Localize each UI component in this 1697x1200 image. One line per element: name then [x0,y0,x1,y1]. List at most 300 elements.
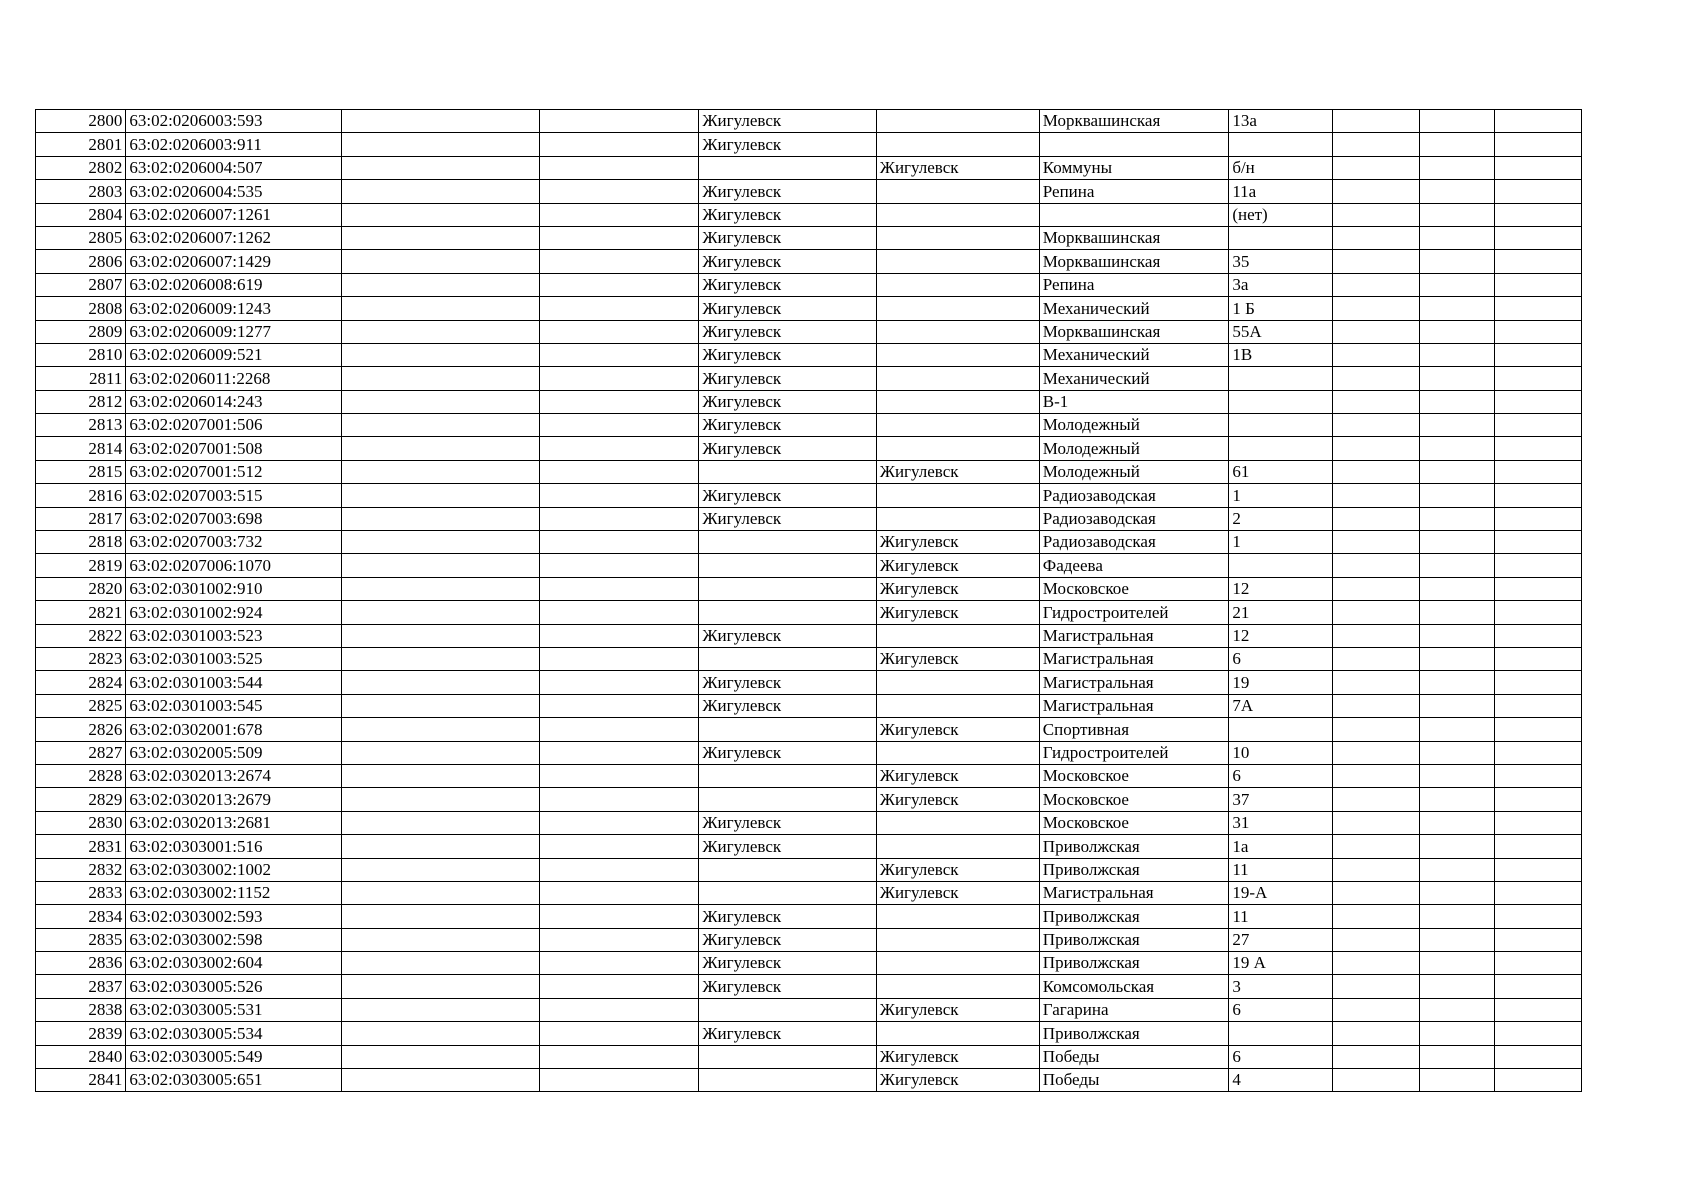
empty-cell-a [342,718,539,741]
extra-cell-b [1419,1022,1494,1045]
house-number-cell: 1 [1229,484,1333,507]
house-number-cell [1229,367,1333,390]
table-row [36,741,1582,764]
settlement-cell: Жигулевск [876,577,1039,600]
table-row [36,718,1582,741]
house-number-cell: 1 [1229,531,1333,554]
row-number-cell: 2811 [36,367,126,390]
empty-cell-a [342,952,539,975]
city-cell: Жигулевск [699,484,876,507]
empty-cell-b [539,343,699,366]
city-cell [699,1069,876,1092]
settlement-cell: Жигулевск [876,601,1039,624]
row-number-cell: 2827 [36,741,126,764]
cadastral-number-cell: 63:02:0206007:1429 [126,250,342,273]
row-number-cell: 2820 [36,577,126,600]
street-cell: Победы [1039,1069,1229,1092]
empty-cell-b [539,110,699,133]
empty-cell-a [342,343,539,366]
extra-cell-c [1494,694,1581,717]
extra-cell-c [1494,1069,1581,1092]
empty-cell-a [342,180,539,203]
house-number-cell [1229,133,1333,156]
table-row [36,320,1582,343]
cadastral-number-cell: 63:02:0302013:2674 [126,764,342,787]
house-number-cell: 11 [1229,858,1333,881]
extra-cell-b [1419,718,1494,741]
city-cell: Жигулевск [699,975,876,998]
city-cell [699,1045,876,1068]
extra-cell-a [1332,671,1419,694]
table-row [36,273,1582,296]
extra-cell-c [1494,297,1581,320]
street-cell: Комсомольская [1039,975,1229,998]
table-row [36,577,1582,600]
table-row [36,788,1582,811]
settlement-cell [876,905,1039,928]
settlement-cell [876,741,1039,764]
extra-cell-b [1419,437,1494,460]
city-cell: Жигулевск [699,320,876,343]
extra-cell-a [1332,577,1419,600]
street-cell: Приволжская [1039,835,1229,858]
row-number-cell: 2815 [36,460,126,483]
table-row [36,694,1582,717]
extra-cell-b [1419,180,1494,203]
house-number-cell: 1а [1229,835,1333,858]
cadastral-number-cell: 63:02:0302005:509 [126,741,342,764]
house-number-cell [1229,554,1333,577]
extra-cell-b [1419,624,1494,647]
empty-cell-a [342,647,539,670]
empty-cell-a [342,811,539,834]
table-row [36,858,1582,881]
house-number-cell: 6 [1229,647,1333,670]
table-row [36,671,1582,694]
extra-cell-a [1332,998,1419,1021]
extra-cell-c [1494,460,1581,483]
street-cell: Магистральная [1039,881,1229,904]
empty-cell-b [539,1022,699,1045]
row-number-cell: 2839 [36,1022,126,1045]
empty-cell-b [539,1045,699,1068]
city-cell: Жигулевск [699,811,876,834]
settlement-cell [876,133,1039,156]
table-row [36,952,1582,975]
empty-cell-a [342,881,539,904]
extra-cell-c [1494,133,1581,156]
table-row [36,1022,1582,1045]
cadastral-number-cell: 63:02:0206003:911 [126,133,342,156]
extra-cell-c [1494,507,1581,530]
extra-cell-a [1332,484,1419,507]
extra-cell-a [1332,811,1419,834]
extra-cell-a [1332,297,1419,320]
cadastral-number-cell: 63:02:0206011:2268 [126,367,342,390]
extra-cell-b [1419,998,1494,1021]
street-cell: Механический [1039,367,1229,390]
city-cell: Жигулевск [699,297,876,320]
cadastral-number-cell: 63:02:0207001:512 [126,460,342,483]
empty-cell-b [539,905,699,928]
extra-cell-c [1494,881,1581,904]
extra-cell-b [1419,905,1494,928]
empty-cell-a [342,531,539,554]
street-cell: Гидростроителей [1039,601,1229,624]
empty-cell-b [539,764,699,787]
house-number-cell: б/н [1229,156,1333,179]
city-cell: Жигулевск [699,343,876,366]
city-cell: Жигулевск [699,390,876,413]
cadastral-number-cell: 63:02:0207003:732 [126,531,342,554]
row-number-cell: 2800 [36,110,126,133]
empty-cell-a [342,788,539,811]
row-number-cell: 2814 [36,437,126,460]
extra-cell-a [1332,764,1419,787]
house-number-cell: 11 [1229,905,1333,928]
extra-cell-a [1332,250,1419,273]
settlement-cell: Жигулевск [876,647,1039,670]
settlement-cell: Жигулевск [876,881,1039,904]
empty-cell-b [539,858,699,881]
table-row [36,624,1582,647]
street-cell: Спортивная [1039,718,1229,741]
table-row [36,998,1582,1021]
cadastral-number-cell: 63:02:0206008:619 [126,273,342,296]
extra-cell-b [1419,952,1494,975]
street-cell: Молодежный [1039,437,1229,460]
street-cell: Приволжская [1039,1022,1229,1045]
table-row [36,647,1582,670]
settlement-cell: Жигулевск [876,156,1039,179]
extra-cell-a [1332,180,1419,203]
settlement-cell [876,110,1039,133]
table-row [36,110,1582,133]
street-cell: Приволжская [1039,928,1229,951]
row-number-cell: 2806 [36,250,126,273]
house-number-cell: 6 [1229,764,1333,787]
cadastral-number-cell: 63:02:0303001:516 [126,835,342,858]
empty-cell-a [342,320,539,343]
row-number-cell: 2830 [36,811,126,834]
street-cell: Московское [1039,764,1229,787]
empty-cell-a [342,835,539,858]
street-cell: Приволжская [1039,905,1229,928]
extra-cell-a [1332,694,1419,717]
row-number-cell: 2836 [36,952,126,975]
house-number-cell: 13а [1229,110,1333,133]
extra-cell-c [1494,437,1581,460]
extra-cell-b [1419,203,1494,226]
city-cell: Жигулевск [699,203,876,226]
table-row [36,250,1582,273]
house-number-cell: 2 [1229,507,1333,530]
row-number-cell: 2807 [36,273,126,296]
city-cell: Жигулевск [699,835,876,858]
row-number-cell: 2841 [36,1069,126,1092]
cadastral-number-cell: 63:02:0303002:1002 [126,858,342,881]
street-cell: Московское [1039,577,1229,600]
empty-cell-b [539,414,699,437]
settlement-cell [876,250,1039,273]
empty-cell-b [539,694,699,717]
settlement-cell [876,624,1039,647]
empty-cell-a [342,601,539,624]
empty-cell-a [342,414,539,437]
cadastral-number-cell: 63:02:0303005:526 [126,975,342,998]
house-number-cell: 12 [1229,577,1333,600]
row-number-cell: 2809 [36,320,126,343]
cadastral-number-cell: 63:02:0301003:544 [126,671,342,694]
empty-cell-b [539,367,699,390]
house-number-cell [1229,414,1333,437]
document-sheet [35,109,1582,1092]
house-number-cell: 6 [1229,1045,1333,1068]
row-number-cell: 2818 [36,531,126,554]
extra-cell-b [1419,226,1494,249]
extra-cell-c [1494,273,1581,296]
extra-cell-b [1419,647,1494,670]
street-cell: Морквашинская [1039,320,1229,343]
empty-cell-a [342,975,539,998]
empty-cell-a [342,905,539,928]
row-number-cell: 2823 [36,647,126,670]
empty-cell-b [539,577,699,600]
empty-cell-b [539,250,699,273]
cadastral-table [35,109,1582,1092]
extra-cell-c [1494,367,1581,390]
table-row [36,180,1582,203]
empty-cell-b [539,180,699,203]
city-cell: Жигулевск [699,250,876,273]
empty-cell-b [539,624,699,647]
extra-cell-b [1419,577,1494,600]
house-number-cell [1229,390,1333,413]
street-cell: Магистральная [1039,647,1229,670]
empty-cell-a [342,460,539,483]
extra-cell-a [1332,1022,1419,1045]
extra-cell-b [1419,273,1494,296]
settlement-cell [876,180,1039,203]
street-cell: Механический [1039,343,1229,366]
street-cell: Фадеева [1039,554,1229,577]
row-number-cell: 2808 [36,297,126,320]
house-number-cell [1229,718,1333,741]
empty-cell-a [342,507,539,530]
extra-cell-b [1419,297,1494,320]
extra-cell-a [1332,554,1419,577]
extra-cell-b [1419,741,1494,764]
extra-cell-a [1332,975,1419,998]
extra-cell-b [1419,531,1494,554]
street-cell: Московское [1039,811,1229,834]
row-number-cell: 2833 [36,881,126,904]
extra-cell-a [1332,952,1419,975]
extra-cell-c [1494,180,1581,203]
street-cell: Магистральная [1039,694,1229,717]
extra-cell-c [1494,1022,1581,1045]
extra-cell-c [1494,601,1581,624]
row-number-cell: 2803 [36,180,126,203]
extra-cell-a [1332,647,1419,670]
empty-cell-a [342,437,539,460]
row-number-cell: 2825 [36,694,126,717]
street-cell: Репина [1039,180,1229,203]
empty-cell-b [539,647,699,670]
empty-cell-b [539,671,699,694]
empty-cell-a [342,1022,539,1045]
extra-cell-a [1332,624,1419,647]
settlement-cell [876,811,1039,834]
settlement-cell: Жигулевск [876,858,1039,881]
empty-cell-a [342,624,539,647]
row-number-cell: 2813 [36,414,126,437]
cadastral-number-cell: 63:02:0301003:525 [126,647,342,670]
street-cell: Репина [1039,273,1229,296]
settlement-cell [876,273,1039,296]
settlement-cell: Жигулевск [876,460,1039,483]
extra-cell-a [1332,788,1419,811]
table-row [36,203,1582,226]
row-number-cell: 2835 [36,928,126,951]
row-number-cell: 2831 [36,835,126,858]
extra-cell-a [1332,835,1419,858]
table-row [36,133,1582,156]
extra-cell-b [1419,156,1494,179]
street-cell: Морквашинская [1039,110,1229,133]
row-number-cell: 2832 [36,858,126,881]
house-number-cell [1229,437,1333,460]
cadastral-number-cell: 63:02:0206009:1243 [126,297,342,320]
empty-cell-b [539,975,699,998]
house-number-cell: 7А [1229,694,1333,717]
table-row [36,437,1582,460]
row-number-cell: 2824 [36,671,126,694]
row-number-cell: 2822 [36,624,126,647]
city-cell [699,577,876,600]
table-row [36,343,1582,366]
extra-cell-b [1419,858,1494,881]
table-row [36,1045,1582,1068]
house-number-cell [1229,1022,1333,1045]
extra-cell-c [1494,952,1581,975]
extra-cell-b [1419,601,1494,624]
row-number-cell: 2812 [36,390,126,413]
cadastral-number-cell: 63:02:0206003:593 [126,110,342,133]
empty-cell-b [539,226,699,249]
extra-cell-b [1419,133,1494,156]
row-number-cell: 2801 [36,133,126,156]
house-number-cell: 31 [1229,811,1333,834]
empty-cell-a [342,250,539,273]
empty-cell-b [539,998,699,1021]
street-cell: Радиозаводская [1039,507,1229,530]
empty-cell-a [342,764,539,787]
settlement-cell [876,507,1039,530]
house-number-cell: (нет) [1229,203,1333,226]
extra-cell-c [1494,647,1581,670]
settlement-cell [876,835,1039,858]
cadastral-number-cell: 63:02:0303005:534 [126,1022,342,1045]
row-number-cell: 2828 [36,764,126,787]
table-row [36,601,1582,624]
city-cell: Жигулевск [699,928,876,951]
house-number-cell: 55А [1229,320,1333,343]
street-cell: Коммуны [1039,156,1229,179]
empty-cell-a [342,694,539,717]
empty-cell-b [539,811,699,834]
settlement-cell [876,414,1039,437]
empty-cell-a [342,156,539,179]
settlement-cell [876,203,1039,226]
extra-cell-a [1332,273,1419,296]
empty-cell-a [342,1069,539,1092]
table-row [36,1069,1582,1092]
row-number-cell: 2802 [36,156,126,179]
city-cell: Жигулевск [699,367,876,390]
extra-cell-c [1494,764,1581,787]
city-cell: Жигулевск [699,110,876,133]
extra-cell-a [1332,531,1419,554]
house-number-cell: 4 [1229,1069,1333,1092]
extra-cell-c [1494,1045,1581,1068]
extra-cell-c [1494,788,1581,811]
extra-cell-b [1419,1069,1494,1092]
cadastral-number-cell: 63:02:0206004:535 [126,180,342,203]
house-number-cell: 10 [1229,741,1333,764]
empty-cell-a [342,671,539,694]
extra-cell-c [1494,250,1581,273]
empty-cell-b [539,741,699,764]
row-number-cell: 2834 [36,905,126,928]
settlement-cell [876,484,1039,507]
table-row [36,554,1582,577]
extra-cell-b [1419,671,1494,694]
cadastral-number-cell: 63:02:0206007:1262 [126,226,342,249]
table-row [36,156,1582,179]
city-cell: Жигулевск [699,226,876,249]
table-body [36,110,1582,1092]
cadastral-number-cell: 63:02:0303002:593 [126,905,342,928]
city-cell: Жигулевск [699,273,876,296]
house-number-cell: 1В [1229,343,1333,366]
city-cell: Жигулевск [699,1022,876,1045]
house-number-cell: 21 [1229,601,1333,624]
extra-cell-a [1332,718,1419,741]
extra-cell-b [1419,835,1494,858]
extra-cell-a [1332,437,1419,460]
extra-cell-a [1332,601,1419,624]
row-number-cell: 2819 [36,554,126,577]
extra-cell-b [1419,367,1494,390]
extra-cell-c [1494,414,1581,437]
city-cell: Жигулевск [699,180,876,203]
empty-cell-b [539,297,699,320]
house-number-cell: 37 [1229,788,1333,811]
city-cell: Жигулевск [699,671,876,694]
table-row [36,297,1582,320]
settlement-cell: Жигулевск [876,531,1039,554]
settlement-cell [876,297,1039,320]
empty-cell-a [342,577,539,600]
extra-cell-b [1419,250,1494,273]
row-number-cell: 2816 [36,484,126,507]
table-row [36,507,1582,530]
settlement-cell [876,928,1039,951]
street-cell [1039,133,1229,156]
city-cell [699,764,876,787]
extra-cell-b [1419,484,1494,507]
